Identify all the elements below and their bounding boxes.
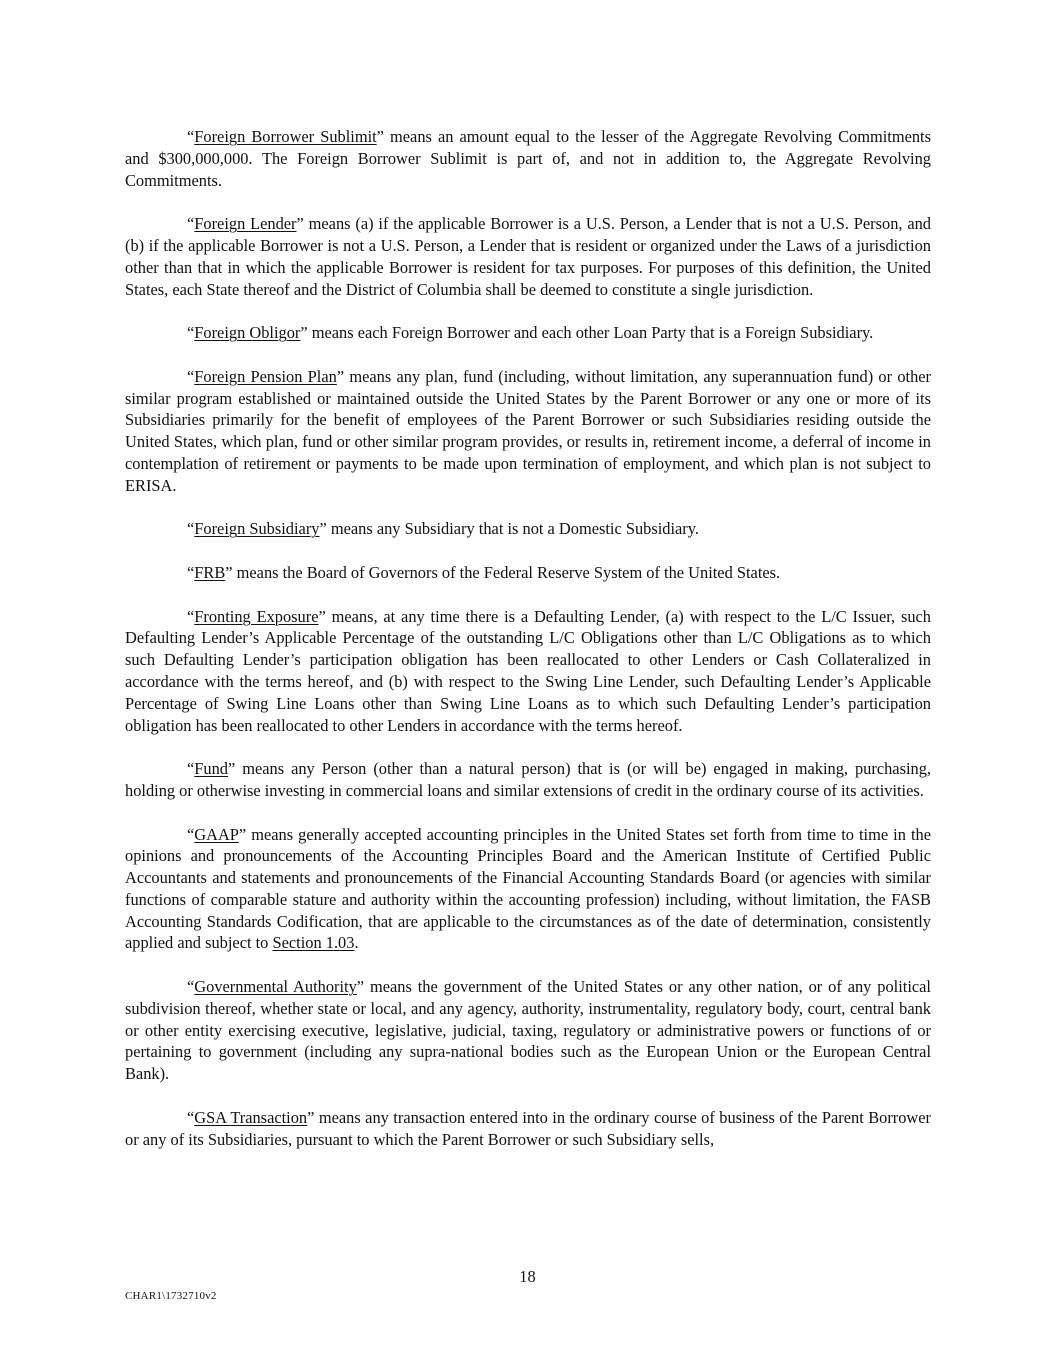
- definition-text: means each Foreign Borrower and each other Loan Party that is a Foreign Subsidiary.: [307, 323, 874, 343]
- defined-term: Foreign Subsidiary: [194, 519, 320, 539]
- definition-text: means, at any time there is a Defaulting Lender, (a) with respect to the L/C Issuer, such Defaulting Lender’s Applicable Percentage of the outstanding L/C Obligations other than L/C Obligations as to which such Defaulting Lender’s participation obligation has been reallocated to other Lenders or Cash Collateralized in accordance with the terms hereof, and (b) with respect to the Swing Line Lender, such Defaulting Lender’s Applicable Percentage of Swing Line Loans other than Swing Line Loans as to which such Defaulting Lender’s participation obligation has been reallocated to other Lenders in accordance with the terms hereof.: [125, 606, 931, 735]
- definition-text: means an amount equal to the lesser of the Aggregate Revolving Commitments and $300,000,000. The Foreign Borrower Sublimit is part of, and not in addition to, the Aggregate Revolving Commitments.: [125, 127, 931, 190]
- defined-term: Foreign Pension Plan: [194, 366, 337, 386]
- defined-term: GSA Transaction: [194, 1107, 308, 1127]
- definition-paragraph: “Foreign Obligor” means each Foreign Borrower and each other Loan Party that is a Foreign Subsidiary.: [187, 323, 874, 343]
- definition-paragraph: “GSA Transaction” means any transaction entered into in the ordinary course of business of the Parent Borrower or any of its Subsidiaries, pursuant to which the Parent Borrower or such Subsidiary sells,: [125, 1107, 932, 1149]
- definition-paragraph: “Fund” means any Person (other than a natural person) that is (or will be) engaged in making, purchasing, holding or otherwise investing in commercial loans and similar extensions of credit in the ordinary course of its activities.: [125, 759, 931, 800]
- definition-paragraph: “Fronting Exposure” means, at any time there is a Defaulting Lender, (a) with respect to the L/C Issuer, such Defaulting Lender’s Applicable Percentage of the outstanding L/C Obligations other than L/C Obligations as to which such Defaulting Lender’s participation obligation has been reallocated to other Lenders or Cash Collateralized in accordance with the terms hereof, and (b) with respect to the Swing Line Lender, such Defaulting Lender’s Applicable Percentage of Swing Line Loans other than Swing Line Loans as to which such Defaulting Lender’s participation obligation has been reallocated to other Lenders in accordance with the terms hereof.: [125, 606, 931, 735]
- definition-text: means the Board of Governors of the Federal Reserve System of the United States.: [232, 562, 781, 582]
- definition-text: means (a) if the applicable Borrower is a U.S. Person, a Lender that is not a U.S. Person, and (b) if the applicable Borrower is not a U.S. Person, a Lender that is resident or organized under the Laws of a jurisdiction other than that in which the applicable Borrower is resident for tax purposes. For purposes of this definition, the United States, each State thereof and the District of Columbia shall be deemed to constitute a single jurisdiction.: [125, 214, 931, 299]
- definition-paragraph: “Foreign Lender” means (a) if the applicable Borrower is a U.S. Person, a Lender that is not a U.S. Person, and (b) if the applicable Borrower is not a U.S. Person, a Lender that is resident or organized under the Laws of a jurisdiction other than that in which the applicable Borrower is resident for tax purposes. For purposes of this definition, the United States, each State thereof and the District of Columbia shall be deemed to constitute a single jurisdiction.: [125, 214, 931, 299]
- defined-term: Fund: [194, 759, 228, 779]
- definition-text: means any plan, fund (including, without limitation, any superannuation fund) or other similar program established or maintained outside the United States by the Parent Borrower or any one or more of its Subsidiaries primarily for the benefit of employees of the Parent Borrower or such Subsidiaries residing outside the United States, which plan, fund or other similar program provides, or results in, retirement income, a deferral of income in contemplation of retirement or payments to be made upon termination of employment, and which plan is not subject to ERISA.: [125, 366, 931, 495]
- document-id: CHAR1\1732710v2: [125, 1290, 217, 1302]
- defined-term: GAAP: [194, 824, 239, 844]
- page-number: 18: [519, 1267, 536, 1286]
- definition-paragraph: “GAAP” means generally accepted accounting principles in the United States set forth from time to time in the opinions and pronouncements of the Accounting Principles Board and the American Institute of Certified Public Accountants and statements and pronouncements of the Financial Accounting Standards Board (or agencies with similar functions of comparable stature and authority within the accounting profession) including, without limitation, the FASB Accounting Standards Codification, that are applicable to the circumstances as of the date of determination, consistently applied and subject to Section 1.03.: [125, 824, 931, 953]
- defined-term: Governmental Authority: [194, 977, 357, 997]
- document-body: [125, 126, 931, 1172]
- defined-term: Foreign Obligor: [194, 323, 301, 343]
- definition-paragraph: “Foreign Subsidiary” means any Subsidiary that is not a Domestic Subsidiary.: [187, 519, 699, 539]
- defined-term: Fronting Exposure: [194, 606, 319, 626]
- definition-text: means any Person (other than a natural person) that is (or will be) engaged in making, purchasing, holding or otherwise investing in commercial loans and similar extensions of credit in the ordinary course of its activities.: [125, 759, 931, 800]
- definition-paragraph: “Governmental Authority” means the government of the United States or any other nation, or of any political subdivision thereof, whether state or local, and any agency, authority, instrumentality, regulatory body, court, central bank or other entity exercising executive, legislative, judicial, taxing, regulatory or administrative powers or functions of or pertaining to government (including any supra-national bodies such as the European Union or the European Central Bank).: [125, 977, 931, 1084]
- definition-paragraph: “FRB” means the Board of Governors of the Federal Reserve System of the United States.: [187, 562, 781, 582]
- definition-text: means generally accepted accounting principles in the United States set forth from time to time in the opinions and pronouncements of the Accounting Principles Board and the American Institute of Certified Public Accountants and statements and pronouncements of the Financial Accounting Standards Board (or agencies with similar functions of comparable stature and authority within the accounting profession) including, without limitation, the FASB Accounting Standards Codification, that are applicable to the circumstances as of the date of determination, consistently applied and subject to: [125, 824, 931, 953]
- definition-text: means any Subsidiary that is not a Domestic Subsidiary.: [326, 519, 699, 539]
- definition-paragraph: “Foreign Borrower Sublimit” means an amount equal to the lesser of the Aggregate Revolving Commitments and $300,000,000. The Foreign Borrower Sublimit is part of, and not in addition to, the Aggregate Revolving Commitments.: [125, 127, 931, 190]
- definition-text: means any transaction entered into in the ordinary course of business of the Parent Borrower or any of its Subsidiaries, pursuant to which the Parent Borrower or such Subsidiary sells,: [125, 1107, 932, 1149]
- defined-term: Foreign Borrower Sublimit: [194, 127, 377, 146]
- section-reference-link[interactable]: Section 1.03: [272, 933, 355, 953]
- definition-text-end: .: [354, 933, 359, 953]
- defined-term: FRB: [194, 562, 226, 582]
- definition-paragraph: “Foreign Pension Plan” means any plan, fund (including, without limitation, any superannuation fund) or other similar program established or maintained outside the United States by the Parent Borrower or any one or more of its Subsidiaries primarily for the benefit of employees of the Parent Borrower or such Subsidiaries residing outside the United States, which plan, fund or other similar program provides, or results in, retirement income, a deferral of income in contemplation of retirement or payments to be made upon termination of employment, and which plan is not subject to ERISA.: [125, 366, 931, 495]
- defined-term: Foreign Lender: [194, 214, 297, 234]
- definition-text: means the government of the United States or any other nation, or of any political subdivision thereof, whether state or local, and any agency, authority, instrumentality, regulatory body, court, central bank or other entity exercising executive, legislative, judicial, taxing, regulatory or administrative powers or functions of or pertaining to government (including any supra-national bodies such as the European Union or the European Central Bank).: [125, 977, 931, 1084]
